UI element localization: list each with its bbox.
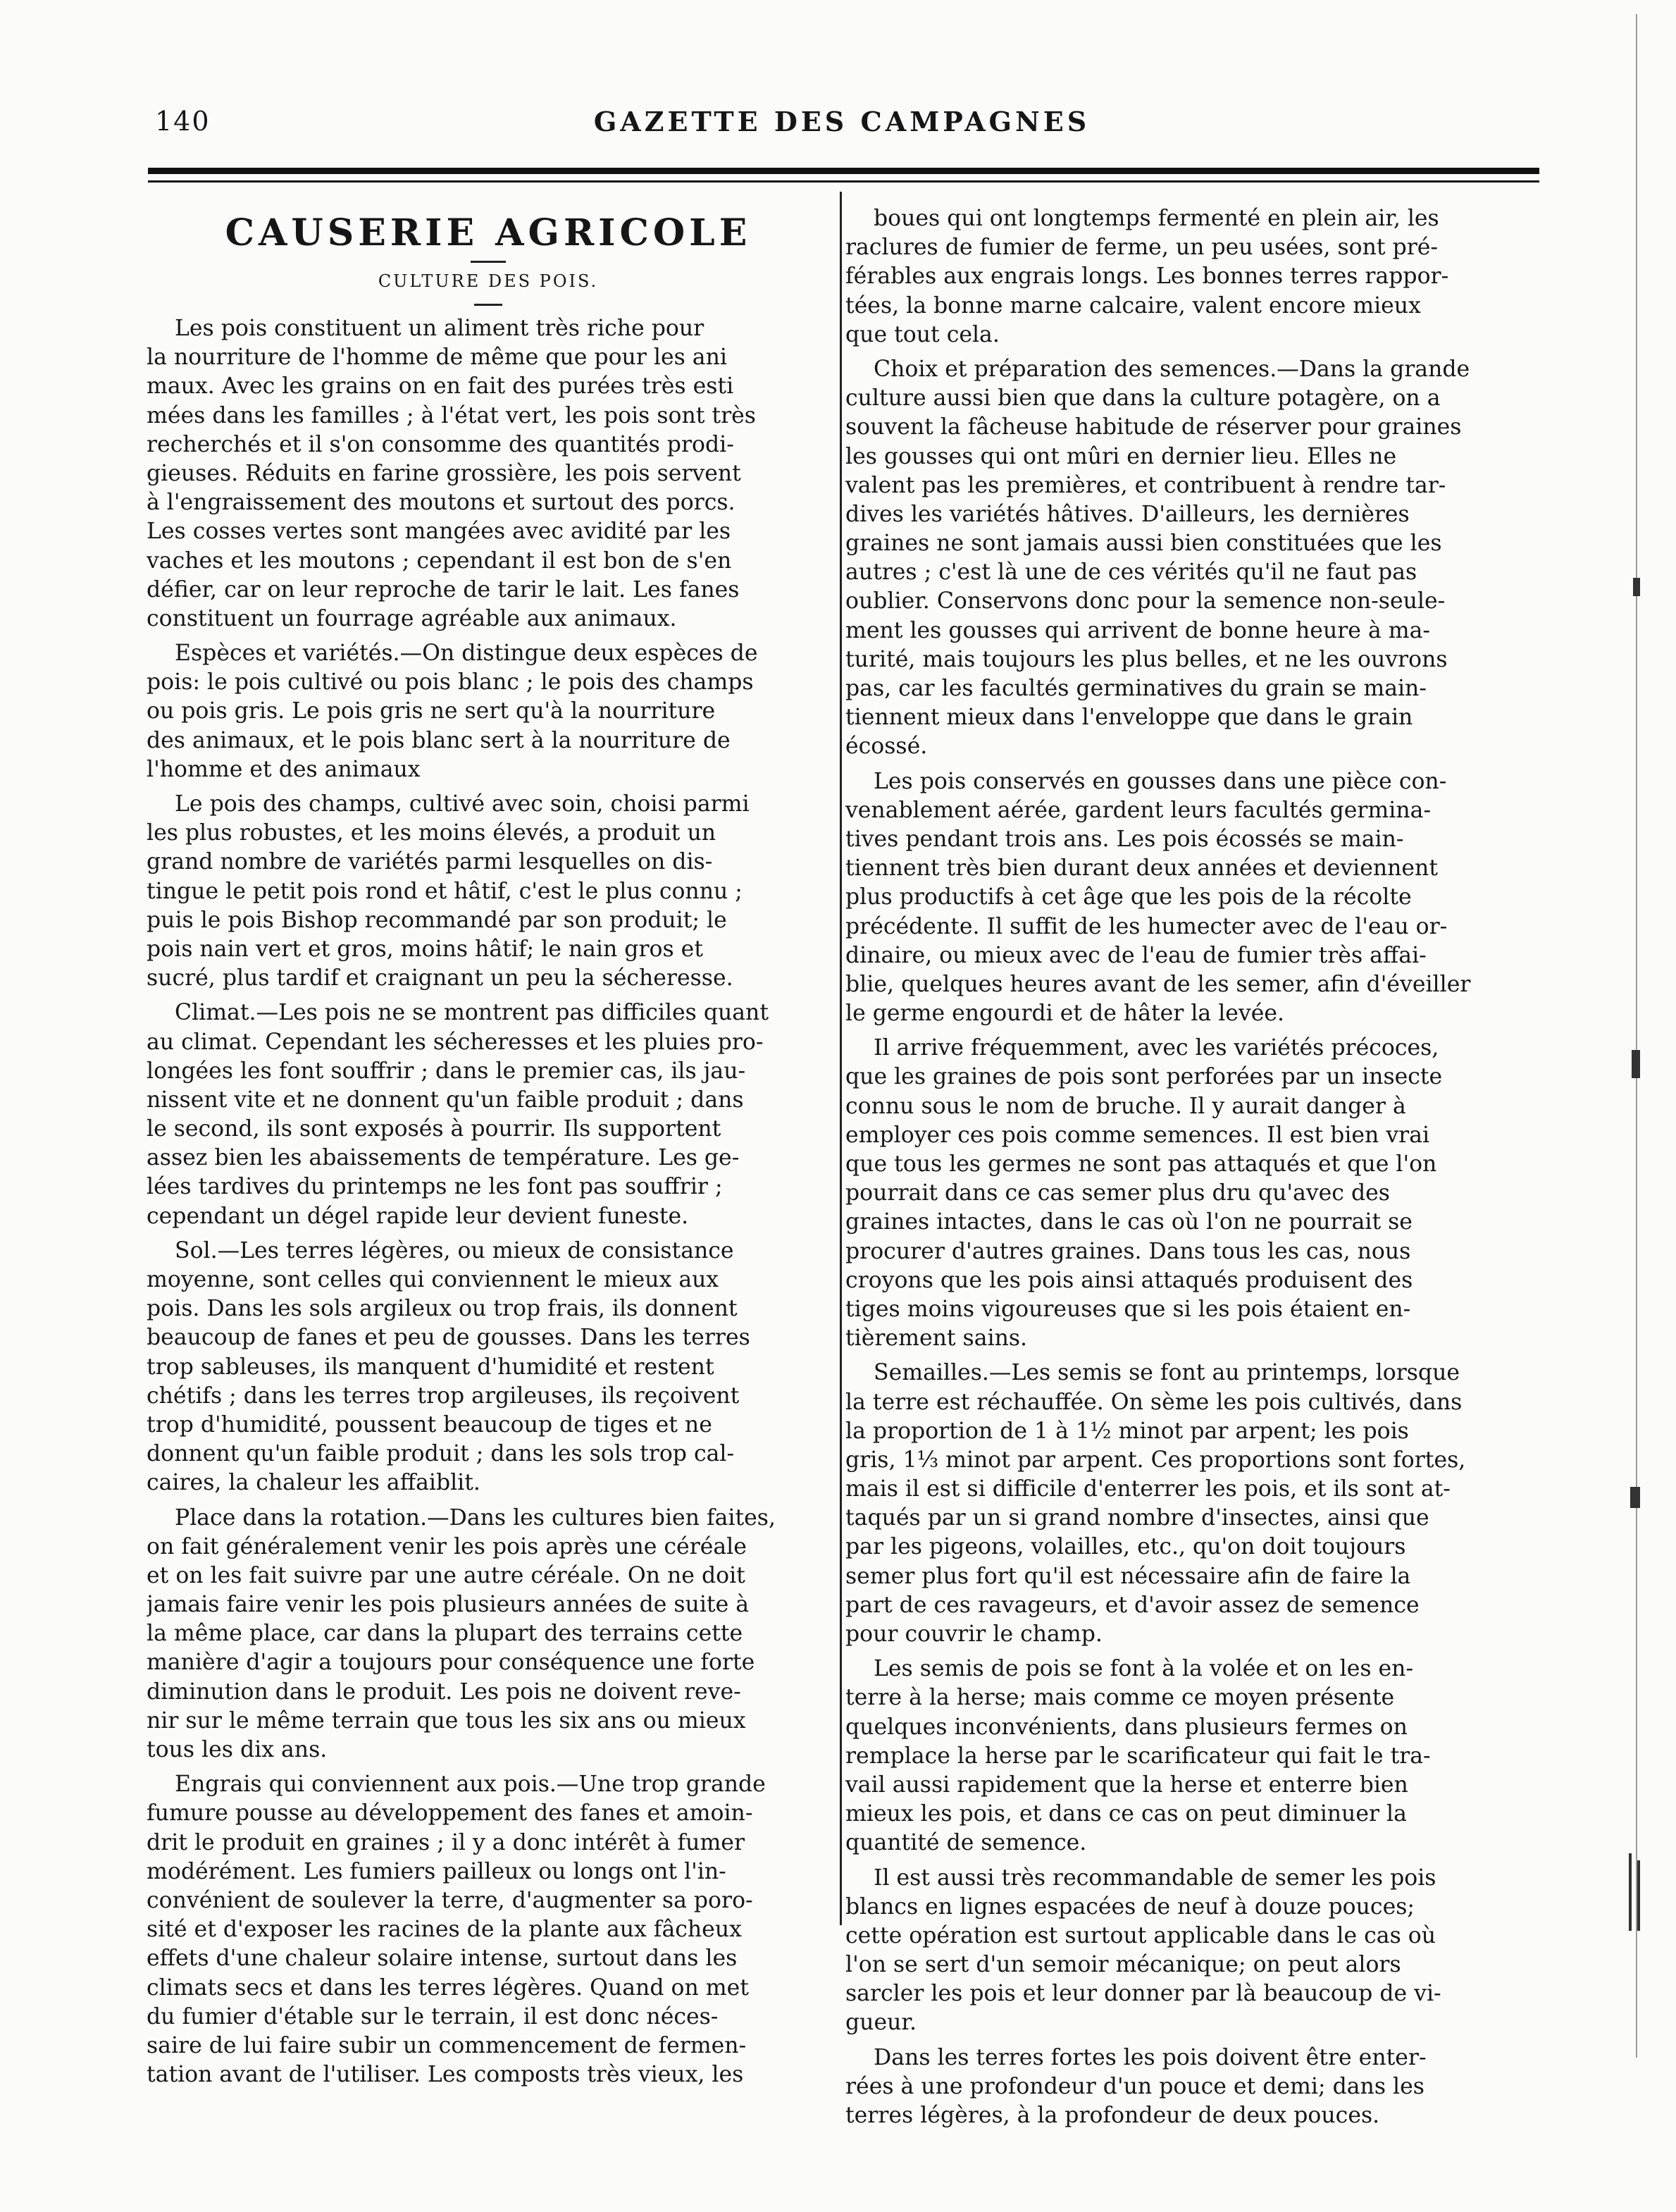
text-line: ment les gousses qui arrivent de bonne heure à ma- (845, 617, 1431, 643)
text-line: Les pois constituent un aliment très riche pour (175, 316, 704, 341)
text-line: mais il est si difficile d'enterrer les pois, et ils sont at- (845, 1476, 1451, 1502)
text-line: nissent vite et ne donnent qu'un faible produit ; dans (147, 1087, 744, 1113)
text-line: quelques inconvénients, dans plusieurs fermes on (845, 1714, 1408, 1740)
text-line: diminution dans le produit. Les pois ne doivent reve- (147, 1679, 741, 1705)
header-rule-thin (148, 180, 1539, 183)
text-line: nir sur le même terrain que tous les six ans ou mieux (147, 1707, 746, 1734)
text-line: les gousses qui ont mûri en dernier lieu. Elles ne (845, 443, 1397, 469)
text-line: constituent un fourrage agréable aux animaux. (147, 605, 677, 631)
text-line: graines ne sont jamais aussi bien constituées que les (845, 531, 1442, 557)
text-line: jamais faire venir les pois plusieurs années de suite à (147, 1592, 750, 1618)
text-line: blie, quelques heures avant de les semer, afin d'éveiller (845, 971, 1471, 997)
text-line: valent pas les premières, et contribuent à rendre tar- (845, 472, 1446, 498)
article-title: CAUSERIE AGRICOLE (225, 211, 752, 254)
text-line: mées dans les familles ; à l'état vert, les pois sont très (147, 402, 756, 428)
text-line: turité, mais toujours les plus belles, et ne les ouvrons (845, 646, 1448, 672)
margin-mark (1637, 1860, 1640, 1931)
text-line: connu sous le nom de bruche. Il y aurait danger à (845, 1093, 1406, 1119)
text-line: employer ces pois comme semences. Il est bien vrai (845, 1122, 1430, 1148)
text-line: effets d'une chaleur solaire intense, surtout dans les (147, 1946, 738, 1972)
text-line: on fait généralement venir les pois après une céréale (147, 1533, 747, 1559)
text-line: vail aussi rapidement que la herse et enterre bien (845, 1772, 1408, 1798)
text-line: terres légères, à la profondeur de deux pouces. (845, 2103, 1380, 2128)
text-line: sucré, plus tardif et craignant un peu la sécheresse. (147, 965, 733, 991)
text-line: convénient de soulever la terre, d'augmenter sa poro- (147, 1887, 753, 1913)
text-line: modérément. Les fumiers pailleux ou longs ont l'in- (147, 1858, 726, 1884)
text-line: taqués par un si grand nombre d'insectes, ainsi que (845, 1505, 1429, 1531)
paragraph (147, 1770, 830, 2089)
text-line: à l'engraissement des moutons et surtout des porcs. (147, 490, 735, 516)
left-column (147, 204, 830, 2095)
header-rule-thick (148, 168, 1539, 174)
text-line: donnent qu'un faible produit ; dans les sols trop cal- (147, 1441, 735, 1467)
text-line: Semailles.—Les semis se font au printemps, lorsque (874, 1360, 1460, 1386)
text-line: tiennent mieux dans l'enveloppe que dans le grain (845, 705, 1413, 731)
margin-mark (1630, 1487, 1640, 1508)
text-line: au climat. Cependant les sécheresses et les pluies pro- (147, 1029, 764, 1055)
margin-marks (1620, 0, 1676, 2212)
margin-mark (1633, 578, 1640, 596)
text-line: drit le produit en graines ; il y a donc intérêt à fumer (147, 1829, 745, 1855)
text-line: Les cosses vertes sont mangées avec avidité par les (147, 519, 731, 545)
text-line: Place dans la rotation.—Dans les cultures bien faites, (175, 1504, 776, 1531)
text-line: et on les fait suivre par une autre céréale. On ne doit (147, 1562, 745, 1588)
paragraph (845, 204, 1536, 350)
text-line: trop d'humidité, poussent beaucoup de tiges et ne (147, 1411, 712, 1438)
text-line: des animaux, et le pois blanc sert à la nourriture de (147, 727, 731, 753)
margin-mark (1629, 1853, 1632, 1931)
text-line: la proportion de 1 à 1½ minot par arpent; les pois (845, 1418, 1409, 1444)
subtitle-rule (474, 304, 502, 306)
text-line: pourrait dans ce cas semer plus dru qu'avec des (845, 1180, 1390, 1206)
text-line: Le pois des champs, cultivé avec soin, choisi parmi (175, 791, 750, 817)
margin-line (1636, 14, 1637, 2058)
text-line: cette opération est surtout applicable dans le cas où (845, 1922, 1436, 1948)
text-line: grand nombre de variétés parmi lesquelles on dis- (147, 849, 713, 875)
text-line: puis le pois Bishop recommandé par son produit; le (147, 907, 727, 933)
text-line: trop sableuses, ils manquent d'humidité et restent (147, 1354, 714, 1380)
text-line: procurer d'autres graines. Dans tous les cas, nous (845, 1238, 1411, 1264)
text-line: Il est aussi très recommandable de semer les pois (874, 1865, 1436, 1891)
text-line: le germe engourdi et de hâter la levée. (845, 1001, 1285, 1027)
text-line: pois. Dans les sols argileux ou trop frais, ils donnent (147, 1296, 738, 1322)
text-line: chétifs ; dans les terres trop argileuses, ils reçoivent (147, 1383, 740, 1409)
text-line: oublier. Conservons donc pour la semence non-seule- (845, 588, 1446, 614)
text-line: la même place, car dans la plupart des terrains cette (147, 1621, 743, 1647)
text-line: semer plus fort qu'il est nécessaire afin de faire la (845, 1563, 1411, 1589)
text-line: Espèces et variétés.—On distingue deux espèces de (175, 641, 758, 667)
text-line: part de ces ravageurs, et d'avoir assez de semence (845, 1592, 1420, 1618)
column-divider (840, 192, 842, 1925)
paragraph (845, 1655, 1536, 1858)
page-header (141, 106, 1543, 148)
text-line: tation avant de l'utiliser. Les composts très vieux, les (147, 2062, 744, 2088)
right-column (845, 204, 1536, 2136)
text-line: tous les dix ans. (147, 1737, 328, 1762)
text-line: blancs en lignes espacées de neuf à douze pouces; (845, 1893, 1415, 1920)
text-line: beaucoup de fanes et peu de gousses. Dans les terres (147, 1325, 750, 1351)
text-line: pas, car les facultés germinatives du grain se main- (845, 676, 1427, 701)
margin-mark (1632, 1050, 1640, 1078)
paragraph (147, 1237, 830, 1498)
text-line: boues qui ont longtemps fermenté en plein air, les (874, 206, 1439, 231)
text-line: du fumier d'étable sur le terrain, il est donc néces- (147, 2003, 719, 2029)
paragraph (845, 1864, 1536, 2038)
text-line: recherchés et il s'on consomme des quantités prodi- (147, 431, 734, 457)
text-line: par les pigeons, volailles, etc., qu'on doit toujours (845, 1534, 1406, 1560)
text-line: l'on se sert d'un semoir mécanique; on peut alors (845, 1952, 1401, 1978)
text-line: Choix et préparation des semences.—Dans la grande (874, 356, 1470, 382)
left-column-text (147, 314, 830, 2095)
text-line: la terre est réchauffée. On sème les pois cultivés, dans (845, 1389, 1463, 1415)
page-number: 140 (155, 106, 211, 137)
right-column-text (845, 204, 1536, 2136)
text-line: tiennent très bien durant deux années et deviennent (845, 855, 1438, 882)
text-line: cependant un dégel rapide leur devient funeste. (147, 1203, 689, 1229)
text-line: maux. Avec les grains on en fait des purées très esti (147, 373, 734, 400)
text-line: pour couvrir le champ. (845, 1621, 1103, 1647)
paragraph (147, 639, 830, 784)
text-line: tées, la bonne marne calcaire, valent encore mieux (845, 292, 1421, 319)
text-line: dives les variétés hâtives. D'ailleurs, les dernières (845, 501, 1410, 527)
paragraph (845, 767, 1536, 1029)
text-line: tièrement sains. (845, 1326, 1028, 1352)
text-line: Les pois conservés en gousses dans une pièce con- (874, 768, 1447, 794)
text-line: climats secs et dans les terres légères. Quand on met (147, 1975, 749, 2001)
text-line: rées à une profondeur d'un pouce et demi; dans les (845, 2073, 1424, 2099)
text-line: croyons que les pois ainsi attaqués produisent des (845, 1267, 1413, 1293)
text-line: pois nain vert et gros, moins hâtif; le nain gros et (147, 936, 703, 962)
text-line: autres ; c'est là une de ces vérités qu'il ne faut pas (845, 560, 1417, 586)
text-line: longées les font souffrir ; dans le premier cas, ils jau- (147, 1058, 746, 1084)
text-line: Climat.—Les pois ne se montrent pas difficiles quant (175, 1000, 769, 1026)
text-line: caires, la chaleur les affaiblit. (147, 1470, 480, 1496)
text-line: Engrais qui conviennent aux pois.—Une trop grande (175, 1772, 766, 1798)
text-line: sité et d'exposer les racines de la plante aux fâcheux (147, 1917, 742, 1943)
paragraph (845, 1034, 1536, 1353)
text-line: que les graines de pois sont perforées par un insecte (845, 1064, 1443, 1090)
text-line: quantité de semence. (845, 1830, 1087, 1856)
paragraph (147, 790, 830, 993)
text-line: terre à la herse; mais comme ce moyen présente (845, 1685, 1395, 1711)
paragraph (845, 355, 1536, 762)
text-line: remplace la herse par le scarificateur qui fait le tra- (845, 1743, 1431, 1769)
text-line: Dans les terres fortes les pois doivent être enter- (874, 2044, 1427, 2070)
paragraph (147, 314, 830, 634)
paragraph (147, 999, 830, 1231)
text-line: venablement aérée, gardent leurs facultés germina- (845, 797, 1432, 823)
paragraph (147, 1504, 830, 1765)
text-line: saire de lui faire subir un commencement de fermen- (147, 2032, 747, 2058)
text-line: pois: le pois cultivé ou pois blanc ; le pois des champs (147, 669, 754, 696)
text-line: fumure pousse au développement des fanes et amoin- (147, 1800, 753, 1827)
text-line: graines intactes, dans le cas où l'on ne pourrait se (845, 1209, 1413, 1235)
text-line: tives pendant trois ans. Les pois écossés se main- (845, 826, 1404, 852)
article-subtitle: CULTURE DES POIS. (378, 271, 599, 291)
text-line: plus productifs à cet âge que les pois de la récolte (845, 884, 1412, 910)
text-line: assez bien les abaissements de température. Les ge- (147, 1145, 740, 1171)
text-line: moyenne, sont celles qui conviennent le mieux aux (147, 1267, 719, 1292)
paragraph (845, 1359, 1536, 1649)
text-line: tiges moins vigoureuses que si les pois étaient en- (845, 1296, 1411, 1322)
journal-title: GAZETTE DES CAMPAGNES (593, 106, 1091, 137)
text-line: raclures de fumier de ferme, un peu usées, sont pré- (845, 235, 1439, 261)
text-line: la nourriture de l'homme de même que pour les ani (147, 345, 727, 371)
text-line: ou pois gris. Le pois gris ne sert qu'à la nourriture (147, 698, 716, 724)
text-line: vaches et les moutons ; cependant il est bon de s'en (147, 548, 732, 574)
paragraph (845, 2044, 1536, 2131)
text-line: sarcler les pois et leur donner par là beaucoup de vi- (845, 1981, 1441, 2007)
title-rule (471, 261, 506, 263)
text-line: culture aussi bien que dans la culture potagère, on a (845, 385, 1441, 412)
text-line: que tous les germes ne sont pas attaqués et que l'on (845, 1151, 1437, 1177)
text-line: manière d'agir a toujours pour conséquence une forte (147, 1650, 755, 1676)
text-line: dinaire, ou mieux avec de l'eau de fumier très affai- (845, 942, 1427, 968)
text-line: précédente. Il suffit de les humecter avec de l'eau or- (845, 913, 1448, 939)
text-line: lées tardives du printemps ne les font pas souffrir ; (147, 1174, 723, 1200)
text-line: que tout cela. (845, 321, 1000, 347)
text-line: Sol.—Les terres légères, ou mieux de consistance (175, 1237, 734, 1263)
text-line: Il arrive fréquemment, avec les variétés précoces, (874, 1035, 1439, 1061)
text-line: écossé. (845, 734, 928, 760)
text-line: le second, ils sont exposés à pourrir. Ils supportent (147, 1116, 721, 1142)
text-line: gieuses. Réduits en farine grossière, les pois servent (147, 460, 741, 486)
text-line: férables aux engrais longs. Les bonnes terres rappor- (845, 264, 1449, 290)
text-line: souvent la fâcheuse habitude de réserver pour graines (845, 414, 1462, 440)
text-line: tingue le petit pois rond et hâtif, c'est le plus connu ; (147, 878, 743, 904)
text-line: l'homme et des animaux (147, 756, 421, 782)
text-line: les plus robustes, et les moins élevés, a produit un (147, 820, 716, 846)
text-line: gueur. (845, 2010, 917, 2036)
text-line: Les semis de pois se font à la volée et on les en- (874, 1656, 1414, 1682)
text-line: défier, car on leur reproche de tarir le lait. Les fanes (147, 576, 740, 603)
text-line: gris, 1⅓ minot par arpent. Ces proportions sont fortes, (845, 1447, 1466, 1473)
text-line: mieux les pois, et dans ce cas on peut diminuer la (845, 1801, 1407, 1827)
